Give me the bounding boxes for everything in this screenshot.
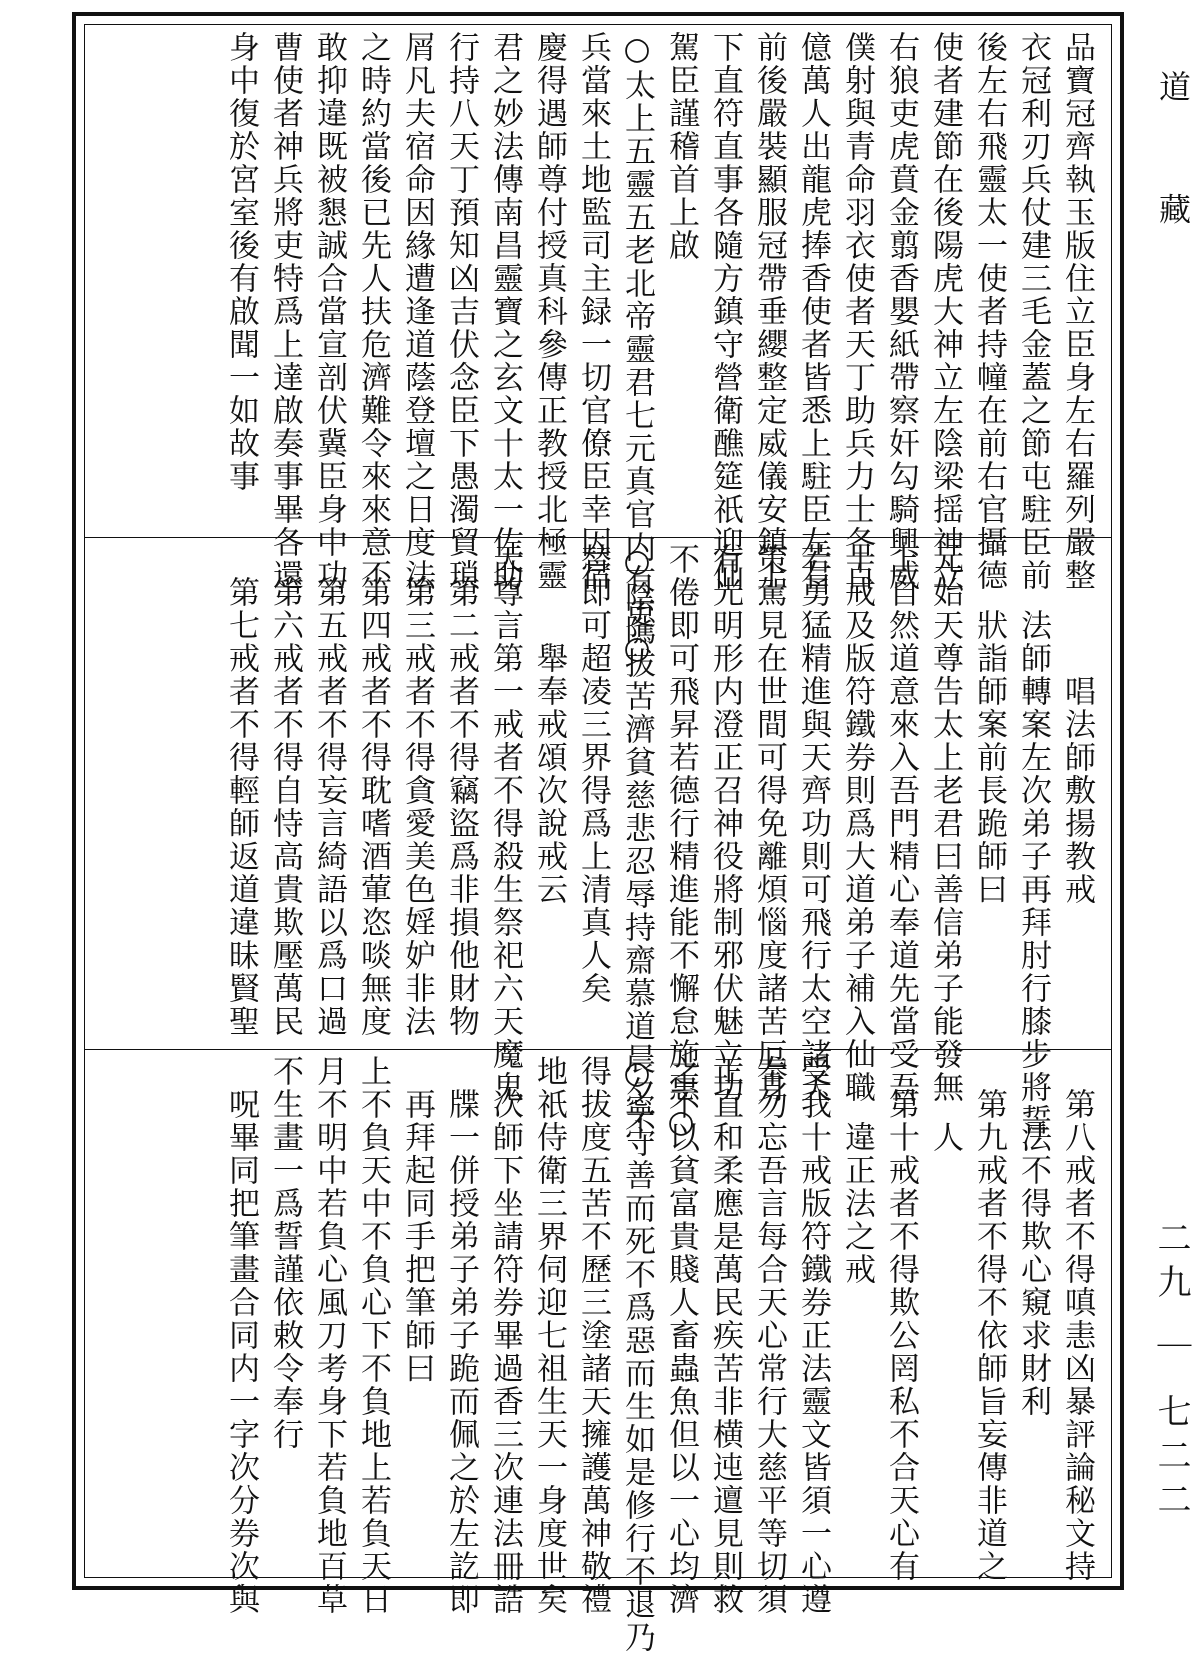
page-number: 二九 ｜ 七二二	[1151, 1220, 1191, 1526]
text-column: 之時約當後已先人扶危濟難令來來意不	[355, 31, 391, 592]
text-column: 替即可超凌三界得爲上清真人矣	[575, 543, 611, 1005]
panel-bottom	[85, 1055, 1111, 1654]
panel-middle	[85, 543, 1111, 1142]
text-column: ○陰隲拔苦濟貧慈悲忍辱持齋慕道晨夕不	[619, 543, 655, 1142]
text-column: 次師下坐請符券畢過香三次連法冊誥	[487, 1088, 523, 1616]
text-column: 第十戒者不得欺公罔私不合天心有	[883, 1088, 919, 1583]
text-column: 唱法師敷揚教戒	[1059, 675, 1095, 906]
text-column: 策駕見在世間可得免離煩惱度諸苦厄身	[751, 543, 787, 1104]
text-column: 天尊言第一戒者不得殺生祭祀六天魔鬼	[487, 543, 523, 1104]
text-column: 兵當來土地監司主録一切官僚臣幸因宿	[575, 31, 611, 592]
text-column: 品寶冠齊執玉版住立臣身左右羅列嚴整	[1059, 31, 1095, 592]
text-column: 月不明中若負心風刀考身下若負地百草	[311, 1055, 347, 1616]
text-column: 第二戒者不得竊盜爲非損他財物	[443, 576, 479, 1038]
text-column: 地祇侍衛三界伺迎七祖生天一身度世矣	[531, 1055, 567, 1616]
panel-top	[85, 31, 1111, 668]
text-column: 呪畢同把筆畫合同内一字次分券次與	[223, 1088, 259, 1616]
text-column: 曹使者神兵將吏特爲上達啟奏事畢各還	[267, 31, 303, 592]
panel-divider	[85, 1049, 1111, 1050]
text-column: 不倦即可飛昇若德行精進能不懈怠施惠○	[663, 543, 699, 1142]
text-column: 慶得遇師尊付授真科參傳正教授北極靈	[531, 31, 567, 592]
text-column: 有光明形内澄正召神役將制邪伏魅立功	[707, 543, 743, 1104]
text-column: 前後嚴裝顯服冠帶垂纓整定威儀安鎮上	[751, 31, 787, 592]
text-column: 若勇猛精進與天齊功則可飛行太空諸天	[795, 543, 831, 1104]
text-column: ○寧守善而死不爲惡而生如是修行不退乃	[619, 1055, 655, 1654]
text-column: 舉奉戒頌次說戒云	[531, 642, 567, 906]
text-column: 十戒及版符鐵券則爲大道弟子補入仙職	[839, 543, 875, 1104]
text-column: 衣冠利刃兵仗建三毛金蓋之節屯駐臣前	[1015, 31, 1051, 592]
text-column: 屑凡夫宿命因緣遭逢道蔭登壇之日度法	[399, 31, 435, 592]
text-column: 元始天尊告太上老君曰善信弟子能發無	[927, 543, 963, 1104]
text-column: 再拜起同手把筆師曰	[399, 1088, 435, 1385]
text-column: 之不以貧富貴賤人畜蟲魚但以一心均濟	[663, 1055, 699, 1616]
page-frame	[72, 12, 1124, 1654]
canon-title-marker: 道 藏	[1154, 70, 1192, 265]
text-column: 得拔度五苦不歷三塗諸天擁護萬神敬禮	[575, 1055, 611, 1616]
text-column: 違正法之戒	[839, 1121, 875, 1286]
text-column: 使者建節在後陽虎大神立左陰梁揺神立	[927, 31, 963, 592]
panel-divider	[85, 537, 1111, 538]
text-column: ○太上五靈五老北帝靈君七元真官内有吏○	[619, 31, 655, 668]
text-column: 法不得欺心窺求財利	[1015, 1121, 1051, 1418]
text-column: 後左右飛靈太一使者持幢在前右官攝德	[971, 31, 1007, 592]
text-column: 法師轉案左次弟子再拜肘行膝步將誓	[1015, 609, 1051, 1137]
text-column: 君之妙法傳南昌靈寶之玄文十太一佐助	[487, 31, 523, 592]
text-column: 敢抑違既被懇誠合當宣剖伏冀臣身中功	[311, 31, 347, 592]
text-column: 行持八天丁預知凶吉伏念臣下愚濁貿瑣	[443, 31, 479, 592]
text-column: 正直和柔應是萬民疾苦非横迍邅見則救	[707, 1055, 743, 1616]
text-column: 右狼吏虎賁金翦香嬰紙帶察奸勾騎興威	[883, 31, 919, 592]
text-column: 億萬人出龍虎捧香使者皆悉上駐臣左右	[795, 31, 831, 592]
text-column: 第六戒者不得自恃高貴欺壓萬民	[267, 576, 303, 1038]
text-column: 第四戒者不得耽嗜酒葷恣啖無度	[355, 576, 391, 1038]
text-block	[84, 24, 1112, 1654]
text-column: 上不負天中不負心下不負地上若負天日	[355, 1055, 391, 1616]
text-column: 駕臣謹稽首上啟	[663, 31, 699, 262]
text-column: 第七戒者不得輕師返道違昧賢聖	[223, 576, 259, 1038]
text-column: 牒一併授弟子弟子跪而佩之於左訖即	[443, 1088, 479, 1616]
text-column: 不生畫一爲誓謹依敕令奉行	[267, 1055, 303, 1451]
text-column: 人	[927, 1121, 963, 1154]
text-column: 狀詣師案前長跪師曰	[971, 609, 1007, 906]
text-column: 下直符直事各隨方鎮守營衛醮筵祇迎仙	[707, 31, 743, 592]
text-column: 身中復於宮室後有啟聞一如故事	[223, 31, 259, 493]
text-column: 第九戒者不得不依師旨妄傳非道之	[971, 1088, 1007, 1583]
text-column: 僕射與青命羽衣使者天丁助兵力士各百	[839, 31, 875, 592]
text-column: 奉勿忘吾言每合天心常行大慈平等切須	[751, 1055, 787, 1616]
text-column: 第三戒者不得貪愛美色婬妒非法	[399, 576, 435, 1038]
text-column: 第八戒者不得嗔恚凶暴評論秘文持	[1059, 1088, 1095, 1583]
text-column: 受我十戒版符鐵券正法靈文皆須一心遵	[795, 1055, 831, 1616]
text-column: 第五戒者不得妄言綺語以爲口過	[311, 576, 347, 1038]
text-column: 上自然道意來入吾門精心奉道先當受吾	[883, 543, 919, 1104]
